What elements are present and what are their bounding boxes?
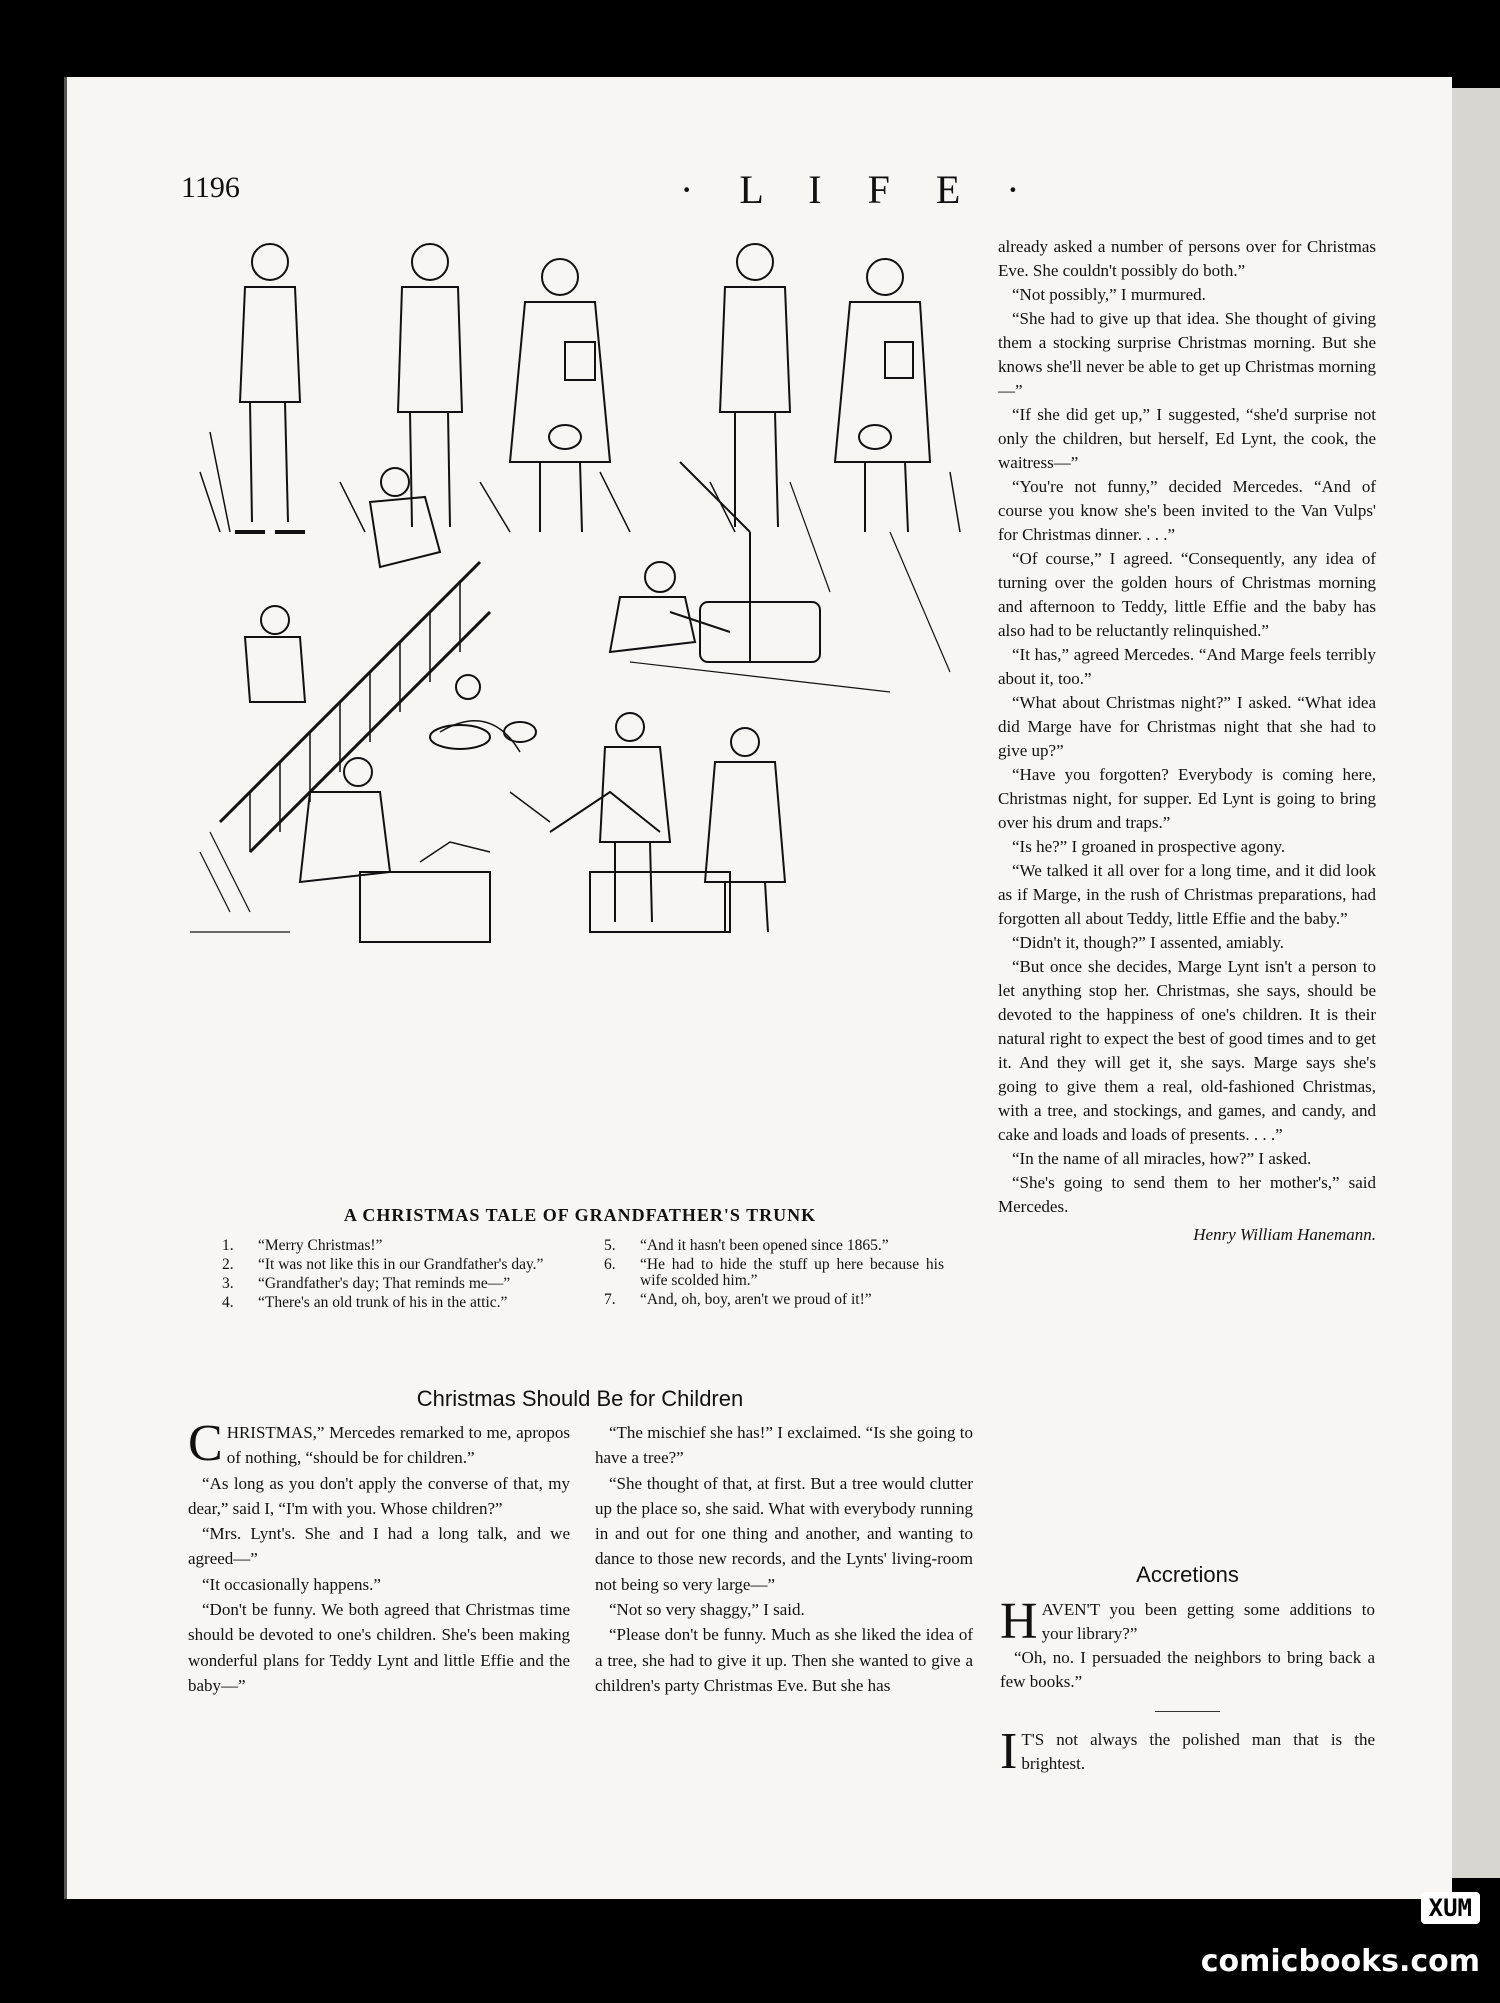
figure-5 <box>835 259 930 532</box>
caption-list-right <box>604 1238 944 1311</box>
drop-cap: H <box>1000 1593 1038 1650</box>
story-paragraph: “Didn't it, though?” I assented, amiably. <box>1012 933 1284 952</box>
story-paragraph: “It has,” agreed Mercedes. “And Marge feels terribly about it, too.” <box>998 645 1376 688</box>
watermark-site: comicbooks.com <box>1200 1944 1480 1979</box>
page-number: 1196 <box>181 171 240 204</box>
story-paragraph: “If she did get up,” I suggested, “she'd surprise not only the children, but herself, Ed Lynt, the cook, the waitress—” <box>998 405 1376 472</box>
cartoon-illustration <box>190 232 972 1182</box>
story-paragraph: “She had to give up that idea. She thought of giving them a stocking surprise Christmas morning. But she knows she'll never be able to get up Christmas morning—” <box>998 309 1376 400</box>
caption-item: 1. “Merry Christmas!” <box>222 1237 383 1254</box>
section-divider <box>1155 1711 1220 1712</box>
story-paragraph: “As long as you don't apply the converse of that, my dear,” said I, “I'm with you. Whose children?” <box>188 1473 570 1518</box>
story-paragraph: “But once she decides, Marge Lynt isn't a person to let anything stop her. Christmas, she says, should be devoted to the happiness of one's children. It is their natural right to expect the best of good times and to get it. And they will get it, she says. Marge says she's going to give them a real, old-fashioned Christmas, with a tree, and stockings, and games, and candy, and cake and loads and loads of presents. . . .” <box>998 957 1376 1144</box>
filler-quip <box>1000 1723 1375 1780</box>
story-column-2 <box>595 1420 973 1698</box>
story-column-1 <box>188 1415 570 1698</box>
accretions-paragraph: “Oh, no. I persuaded the neighbors to bring back a few books.” <box>1000 1648 1375 1691</box>
caption-item: 7. “And, oh, boy, aren't we proud of it!” <box>604 1291 872 1308</box>
figure-4 <box>720 244 790 527</box>
story-paragraph: “Of course,” I agreed. “Consequently, any idea of turning over the golden hours of Christmas morning and afternoon to Teddy, little Effie and the baby has also had to be reluctantly relinquished.” <box>998 549 1376 640</box>
accretions-body <box>1000 1593 1375 1694</box>
story-paragraph: “Not possibly,” I murmured. <box>1012 285 1206 304</box>
story-paragraph: “Please don't be funny. Much as she liked the idea of a tree, she had to give it up. Then she wanted to give a children's party Christmas Eve. But she has <box>595 1625 973 1695</box>
story-paragraph: “Not so very shaggy,” I said. <box>609 1600 805 1620</box>
story-paragraph: “What about Christmas night?” I asked. “What idea did Marge have for Christmas night that she had to give up?” <box>998 693 1376 760</box>
story-paragraph: “It occasionally happens.” <box>202 1574 381 1594</box>
story-title: Christmas Should Be for Children <box>416 1386 744 1411</box>
caption-item: 4. “There's an old trunk of his in the attic.” <box>222 1294 508 1311</box>
figure-2 <box>398 244 462 527</box>
drop-cap: I <box>1000 1723 1018 1780</box>
caption-item: 2. “It was not like this in our Grandfather's day.” <box>222 1256 544 1273</box>
story-paragraph: “She's going to send them to her mother's,” said Mercedes. <box>998 1173 1376 1216</box>
caption-item: 3. “Grandfather's day; That reminds me—” <box>222 1275 511 1292</box>
story-paragraph: “Mrs. Lynt's. She and I had a long talk, and we agreed—” <box>188 1524 570 1569</box>
figure-1 <box>235 244 305 532</box>
story-paragraph: “The mischief she has!” I exclaimed. “Is she going to have a tree?” <box>595 1423 973 1468</box>
story-paragraph: “Is he?” I groaned in prospective agony. <box>1012 837 1286 856</box>
story-column-3 <box>998 235 1376 1247</box>
filler-paragraph: I T'S not always the polished man that is the brightest. <box>1000 1723 1375 1780</box>
cartoon-drawing <box>190 232 972 1182</box>
caption-list-left <box>222 1238 562 1314</box>
masthead-title: · L I F E · <box>680 167 1038 212</box>
author-signature: Henry William Hanemann. <box>1193 1225 1376 1244</box>
drop-cap: C <box>188 1415 223 1472</box>
story-paragraph: “We talked it all over for a long time, and it did look as if Marge, in the rush of Christmas preparations, had forgotten all about Teddy, little Effie and the baby.” <box>998 861 1376 928</box>
story-paragraph: “Have you forgotten? Everybody is coming here, Christmas night, for supper. Ed Lynt is going to bring over his drum and traps.” <box>998 765 1376 832</box>
accretions-paragraph: HAVEN'T you been getting some additions to your library?” <box>1000 1593 1375 1650</box>
caption-item: 5. “And it hasn't been opened since 1865.” <box>604 1237 889 1254</box>
caption-item: 6. “He had to hide the stuff up here because his wife scolded him.” <box>604 1256 944 1289</box>
cartoon-title: A CHRISTMAS TALE OF GRANDFATHER'S TRUNK <box>343 1205 817 1225</box>
attic-scene <box>456 462 950 699</box>
watermark-logo <box>1200 1878 1500 2003</box>
adjacent-page-edge <box>1452 88 1500 1878</box>
watermark-badge: XUM <box>1421 1892 1480 1924</box>
story-paragraph: CHRISTMAS,” Mercedes remarked to me, apropos of nothing, “should be for children.” <box>188 1415 570 1472</box>
story-paragraph: “Don't be funny. We both agreed that Christmas time should be devoted to one's children. She's been making wonderful plans for Teddy Lynt and little Effie and the baby—” <box>188 1600 570 1695</box>
story-paragraph: “In the name of all miracles, how?” I asked. <box>1012 1149 1312 1168</box>
figure-3 <box>510 259 610 532</box>
story-paragraph: already asked a number of persons over for Christmas Eve. She couldn't possibly do both.” <box>998 237 1376 280</box>
story-paragraph: “You're not funny,” decided Mercedes. “And of course you know she's been invited to the Van Vulps' for Christmas dinner. . . .” <box>998 477 1376 544</box>
story-paragraph: “She thought of that, at first. But a tree would clutter up the place so, she said. What with everybody running in and out for one thing and another, and wanting to dance to those new records, and the Lynts' living-room not being so very large—” <box>595 1473 973 1594</box>
accretions-title: Accretions <box>1136 1562 1239 1587</box>
